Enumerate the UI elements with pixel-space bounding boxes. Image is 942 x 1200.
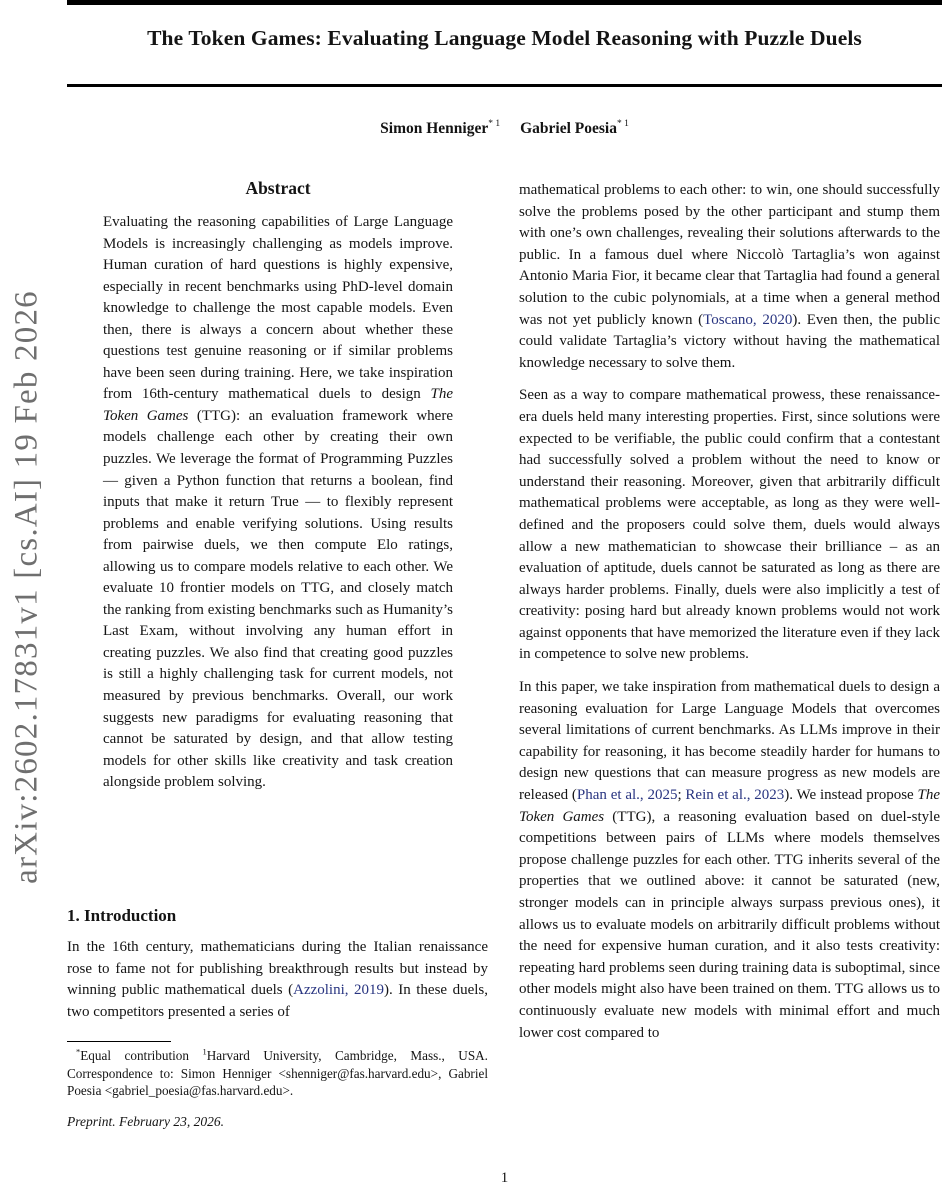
paragraph-3 xyxy=(519,677,940,1044)
author-line xyxy=(67,120,942,138)
text-segment: * xyxy=(76,1046,81,1057)
paper-title: The Token Games: Evaluating Language Model Reasoning with Puzzle Duels xyxy=(147,26,862,50)
arxiv-watermark: arXiv:2602.17831v1 [cs.AI] 19 Feb 2026 xyxy=(8,290,45,884)
text-segment: The Token Games xyxy=(519,787,941,825)
text-segment: (TTG): an evaluation framework where models challenge each other by creating their own puzzles. We leverage the format of Programming Puzzles — given a Python function that returns a boolean, find inputs that make it return True — to flexibly represent problems and enable verifying solutions. Using results from pairwise duels, we then compute Elo ratings, allowing us to compare models relative to each other. We evaluate 10 frontier models on TTG, and closely match the ranking from existing benchmarks such as Humanity’s Last Exam, without involving any human effort in creating puzzles. We also find that creating good puzzles is still a highly challenging task for current models, not measured by previous benchmarks. Overall, our work suggests new paradigms for evaluating reasoning that cannot be saturated by design, and that allow testing models for other skills like creativity and task creation alongside problem solving. xyxy=(103,407,453,791)
text-segment: Equal contribution xyxy=(80,1048,203,1063)
text-segment: (TTG), a reasoning evaluation based on duel-style competitions between pairs of LLMs where models themselves propose challenge puzzles for each other. TTG inherits several of the properties that we outlined above: it cannot be saturated (new, stronger models can in principle always surpass previous ones), it allows us to evaluate models on arbitrarily difficult problems without the need for expensive human curation, and it also tests creativity: repeating hard problems seen during training data is suboptimal, since other models might also have been trained on them. TTG allows us to continuously evaluate new models with minimal effort and much lower cost compared to xyxy=(519,808,940,1041)
text-segment: In this paper, we take inspiration from mathematical duels to design a reasoning evaluation for Large Language Models that overcomes several limitations of current benchmarks. As LLMs improve in their capability for reasoning, it has become steadily harder for humans to design new questions that can measure progress as new models are released ( xyxy=(519,679,940,804)
text-segment: Gabriel Poesia xyxy=(520,120,617,137)
author-name-2 xyxy=(520,120,629,137)
citation-link[interactable]: Toscano, 2020 xyxy=(703,311,793,328)
text-segment: Seen as a way to compare mathematical prowess, these renaissance-era duels held many interesting properties. First, since solutions were expected to be verifiable, the public could confirm that a contestant had successfully solved a problem without the need to know or understand their reasoning. Moreover, given that arbitrarily difficult mathematical problems were acceptable, as long as they were well-defined and the proposers could solve them, duels would always allow a new mathematician to showcase their brilliance – as an evaluation of aptitude, duels cannot be saturated as long as there are always harder problems. Finally, duels were also implicitly a test of creativity: posing hard but already known problems would not work against opponents that have memorized the literature even if they lack in competence to solve new problems. xyxy=(519,387,940,663)
introduction-heading: 1. Introduction xyxy=(67,906,177,925)
text-segment: 1 xyxy=(202,1046,207,1057)
preprint-note: Preprint. February 23, 2026. xyxy=(67,1114,224,1130)
text-segment: The Token Games xyxy=(103,386,453,424)
title-rule xyxy=(67,84,942,87)
citation-link[interactable]: Rein et al., 2023 xyxy=(685,787,785,804)
text-segment: * 1 xyxy=(488,118,501,129)
text-segment: ). We instead propose xyxy=(784,787,918,804)
text-segment: ; xyxy=(677,787,686,804)
text-segment: * 1 xyxy=(616,118,629,129)
text-segment: Simon Henniger xyxy=(380,120,489,137)
left-column xyxy=(67,178,488,794)
abstract-heading: Abstract xyxy=(245,178,311,198)
text-segment: mathematical problems to each other: to win, one should successfully solve the problems posed by the other participant and stump them with one’s own challenges, revealing their solutions afterwards to the public. In a famous duel where Niccolò Tartaglia’s won against Antonio Maria Fior, it became clear that Tartaglia had found a general solution to the cubic polynomials, at a time when a general method was not yet publicly known ( xyxy=(519,182,940,328)
paragraph-1 xyxy=(519,180,940,374)
page-number: 1 xyxy=(500,1170,509,1186)
citation-link[interactable]: Azzolini, 2019 xyxy=(293,982,385,999)
text-segment: ). Even then, the public could validate Tartaglia’s victory without having the mathematical knowledge necessary to solve them. xyxy=(519,311,940,371)
text-segment: ). In these duels, two competitors presented a series of xyxy=(67,982,488,1020)
top-rule xyxy=(67,0,942,5)
right-column xyxy=(519,180,940,1055)
author-name-1 xyxy=(380,120,500,137)
abstract-paragraph xyxy=(103,212,453,794)
footnote-text xyxy=(67,1047,488,1100)
footnote-rule xyxy=(67,1041,171,1042)
text-segment: In the 16th century, mathematicians during the Italian renaissance rose to fame not for publishing breakthrough results but instead by winning public mathematical duels ( xyxy=(67,939,488,999)
paragraph-2 xyxy=(519,385,940,666)
footnote xyxy=(67,1041,488,1130)
text-segment: Harvard University, Cambridge, Mass., USA. Correspondence to: Simon Henniger <shenniger@fas.harvard.edu>, Gabriel Poesia <gabriel_poesia@fas.harvard.edu>. xyxy=(67,1048,488,1099)
text-segment: Evaluating the reasoning capabilities of Large Language Models is increasingly challenging as models improve. Human curation of hard questions is highly expensive, especially in recent benchmarks using PhD-level domain knowledge to challenge the most capable models. Even then, there is always a concern about whether these questions test genuine reasoning or if similar problems have been seen during training. Here, we take inspiration from 16th-century mathematical duels to design xyxy=(103,214,453,403)
citation-link[interactable]: Phan et al., 2025 xyxy=(576,787,678,804)
introduction-section xyxy=(67,906,488,1034)
introduction-paragraph xyxy=(67,937,488,1023)
